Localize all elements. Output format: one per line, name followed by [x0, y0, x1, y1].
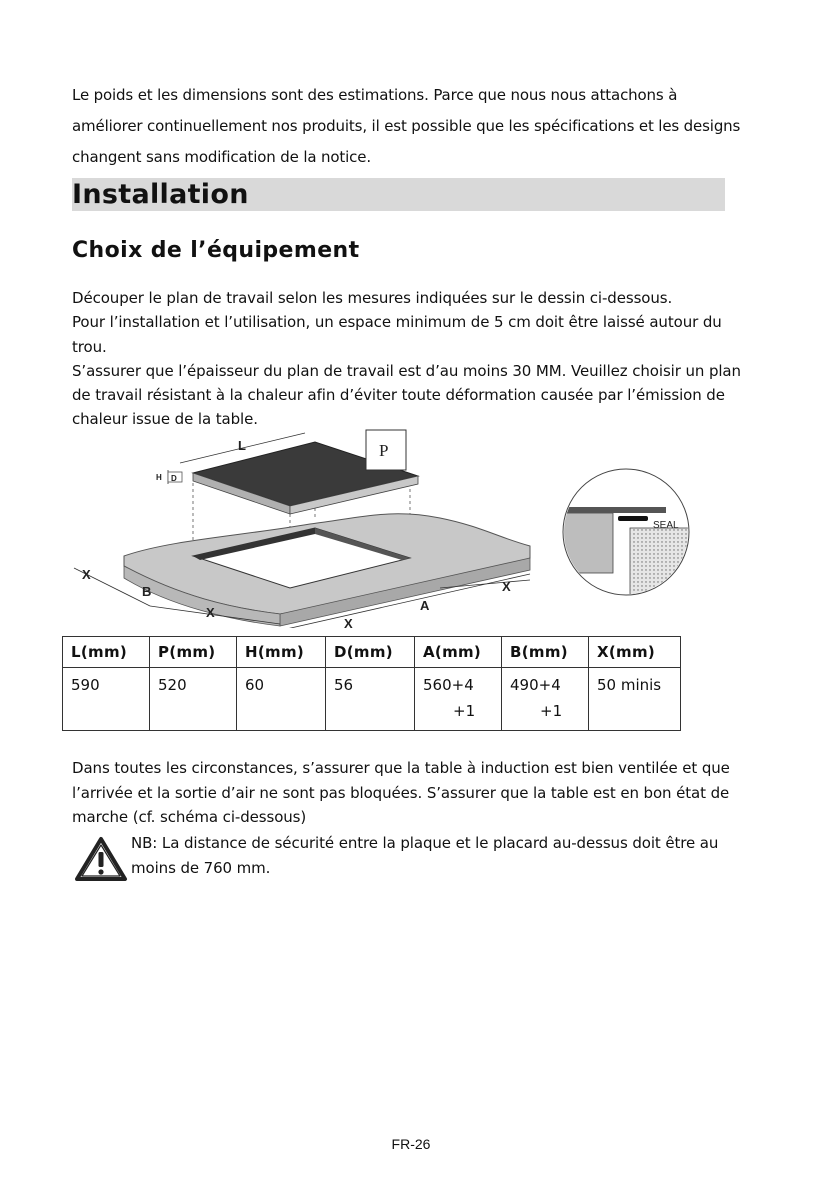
- table-header: X(mm): [589, 637, 681, 668]
- table-row: [63, 668, 681, 731]
- cell-A: [415, 668, 502, 731]
- table-header-row: [63, 637, 681, 668]
- label-X-right: X: [502, 579, 511, 594]
- installation-instructions: [72, 286, 752, 432]
- cell-B-value: 490+4: [510, 676, 561, 694]
- cell-B-tolerance: +1: [540, 702, 563, 720]
- cell-X: 50 minis: [589, 668, 681, 731]
- table-header: L(mm): [63, 637, 150, 668]
- label-A: A: [420, 598, 430, 613]
- warning-triangle-icon: [74, 836, 128, 882]
- cell-B: [502, 668, 589, 731]
- label-P: P: [379, 441, 389, 460]
- label-X-front: X: [344, 616, 353, 628]
- section-header-bar: [72, 178, 725, 211]
- cell-L: 590: [63, 668, 150, 731]
- instruction-line-cut: Découper le plan de travail selon les mesures indiquées sur le dessin ci-dessous.: [72, 289, 673, 307]
- intro-paragraph: [72, 80, 752, 173]
- table-header: D(mm): [326, 637, 415, 668]
- safety-note: NB: La distance de sécurité entre la plaque et le placard au-dessus doit être au moins de 760 mm.: [131, 834, 719, 877]
- label-X-left: X: [82, 567, 91, 582]
- instruction-line-thickness: S’assurer que l’épaisseur du plan de travail est d’au moins 30 MM. Veuillez choisir un plan de travail résistant à la chaleur afin d’éviter toute déformation causée par l’émission de chaleur issue de la table.: [72, 361, 741, 429]
- seal-detail: [563, 469, 690, 598]
- label-B: B: [142, 584, 152, 599]
- dimensions-table: [62, 636, 681, 731]
- table-header: A(mm): [415, 637, 502, 668]
- cell-P: 520: [150, 668, 237, 731]
- label-D: D: [171, 474, 177, 483]
- label-H: H: [156, 473, 162, 482]
- page-number: FR-26: [391, 1136, 431, 1152]
- ventilation-paragraph: Dans toutes les circonstances, s’assurer que la table à induction est bien ventilée et que l’arrivée et la sortie d’air ne sont pas bloquées. S’assurer que la table est en bon état de marche (cf. schéma ci-dessous): [72, 759, 730, 826]
- instruction-line-space: Pour l’installation et l’utilisation, un espace minimum de 5 cm doit être laissé autour du trou.: [72, 313, 722, 356]
- label-seal: SEAL: [653, 520, 679, 531]
- cell-D: 56: [326, 668, 415, 731]
- table-header: H(mm): [237, 637, 326, 668]
- table-header: B(mm): [502, 637, 589, 668]
- label-X-bottom: X: [206, 605, 215, 620]
- cell-A-tolerance: +1: [453, 702, 476, 720]
- cutout-diagram: [60, 428, 700, 628]
- cell-A-value: 560+4: [423, 676, 474, 694]
- subsection-title: Choix de l’équipement: [72, 238, 360, 263]
- worktop: [124, 514, 530, 626]
- cell-H: 60: [237, 668, 326, 731]
- label-L: L: [238, 438, 246, 453]
- table-header: P(mm): [150, 637, 237, 668]
- intro-text: Le poids et les dimensions sont des estimations. Parce que nous nous attachons à améliorer continuellement nos produits, il est possible que les spécifications et les designs changent sans modification de la notice.: [72, 86, 741, 166]
- section-title: Installation: [72, 179, 249, 210]
